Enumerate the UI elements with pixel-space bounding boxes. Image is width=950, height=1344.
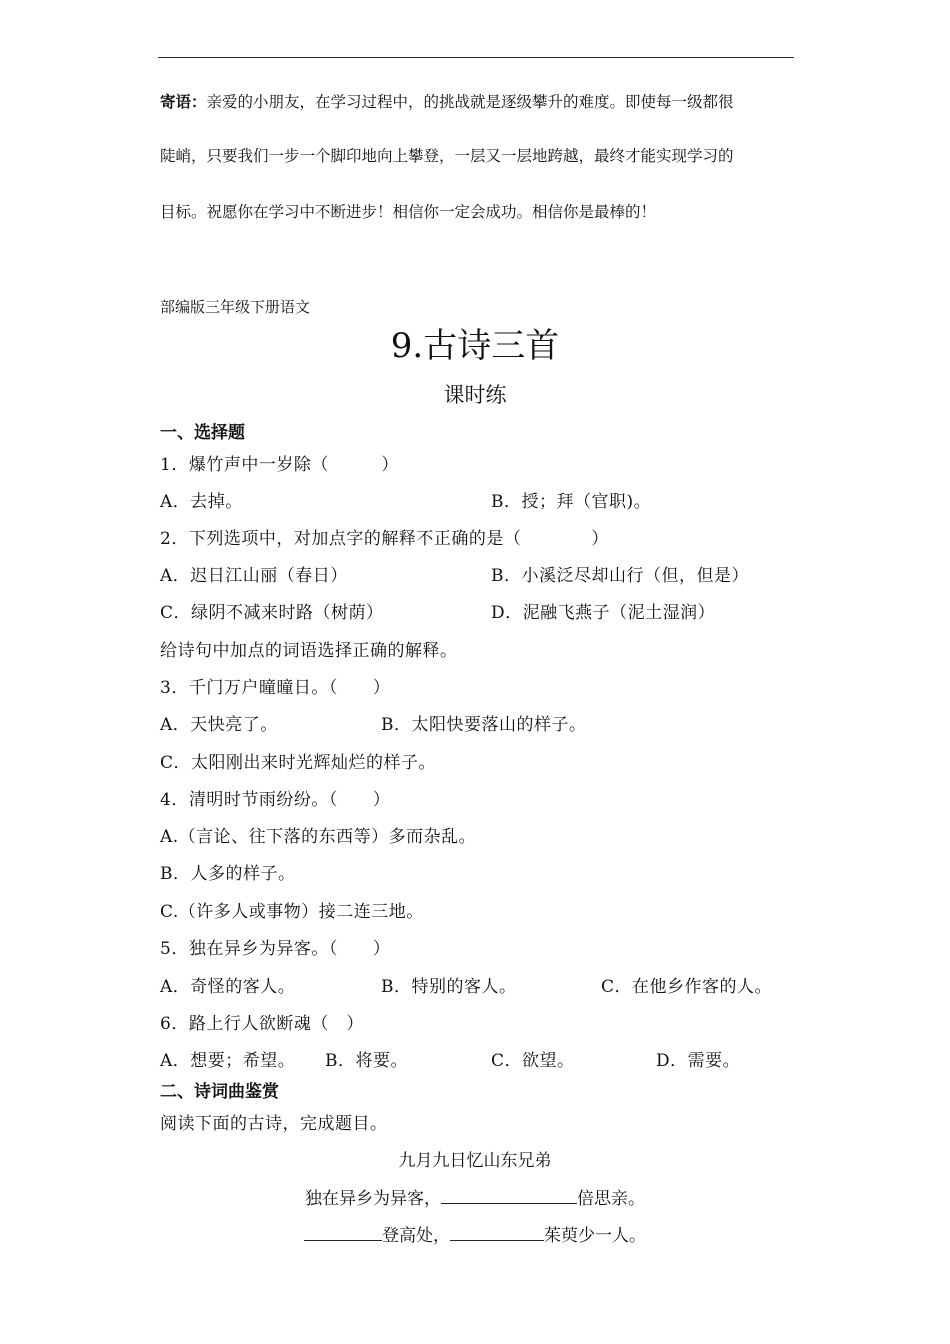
poem-line-1: 独在异乡为异客， 倍思亲。 [305,1189,645,1209]
intro-label: 寄语： [160,92,207,111]
instruction-text: 给诗句中加点的词语选择正确的解释。 [160,641,458,661]
q3-option-a: A．天快亮了。 [160,715,278,735]
q3-option-b: B．太阳快要落山的样子。 [381,715,587,735]
q6-option-a: A．想要；希望。 [160,1051,296,1071]
fill-blank[interactable] [450,1224,544,1241]
intro-line-3: 目标。祝愿你在学习中不断进步！相信你一定会成功。相信你是最棒的！ [160,203,657,221]
q3-stem: 3．千门万户曈曈日。（ ） [160,678,391,698]
q1-stem: 1．爆竹声中一岁除（ ） [160,455,399,475]
fill-blank[interactable] [441,1187,577,1204]
series-label: 部编版三年级下册语文 [160,298,311,316]
q4-option-b: B．人多的样子。 [160,864,296,884]
q1-option-a: A．去掉。 [160,492,243,512]
page-title: 9.古诗三首 [390,326,560,366]
section-2-heading: 二、诗词曲鉴赏 [160,1082,279,1102]
intro-line-2: 陡峭，只要我们一步一个脚印地向上攀登，一层又一层地跨越，最终才能实现学习的 [160,147,734,165]
q6-stem: 6．路上行人欲断魂（ ） [160,1014,364,1034]
q6-option-b: B．将要。 [325,1051,408,1071]
q5-option-a: A．奇怪的客人。 [160,977,296,997]
q4-option-c: C.（许多人或事物）接二连三地。 [160,902,424,922]
poem-instruction: 阅读下面的古诗，完成题目。 [160,1114,388,1134]
q6-option-d: D．需要。 [656,1051,741,1071]
section-1-heading: 一、选择题 [160,423,245,443]
q4-option-a: A.（言论、往下落的东西等）多而杂乱。 [160,827,477,847]
q2-option-b: B．小溪泛尽却山行（但，但是） [491,566,749,586]
q2-option-c: C．绿阴不减来时路（树荫） [160,603,384,623]
q5-option-c: C．在他乡作客的人。 [601,977,773,997]
header-rule [158,57,794,58]
q6-option-c: C．欲望。 [491,1051,575,1071]
intro-line-1: 寄语：亲爱的小朋友，在学习过程中，的挑战就是逐级攀升的难度。即使每一级都很 [160,92,734,111]
q2-stem: 2．下列选项中，对加点字的解释不正确的是（ ） [160,529,609,549]
poem-title: 九月九日忆山东兄弟 [398,1151,552,1171]
q2-option-d: D．泥融飞燕子（泥土湿润） [491,603,716,623]
page-subtitle: 课时练 [443,383,507,407]
poem-line-2: 登高处， 茱萸少一人。 [0,1221,950,1246]
q4-stem: 4．清明时节雨纷纷。（ ） [160,790,391,810]
q5-stem: 5．独在异乡为异客。（ ） [160,939,391,959]
fill-blank[interactable] [304,1224,382,1241]
q1-option-b: B．授；拜（官职)。 [491,492,652,512]
q3-option-c: C．太阳刚出来时光辉灿烂的样子。 [160,753,437,773]
q5-option-b: B．特别的客人。 [381,977,517,997]
q2-option-a: A．迟日江山丽（春日） [160,566,348,586]
